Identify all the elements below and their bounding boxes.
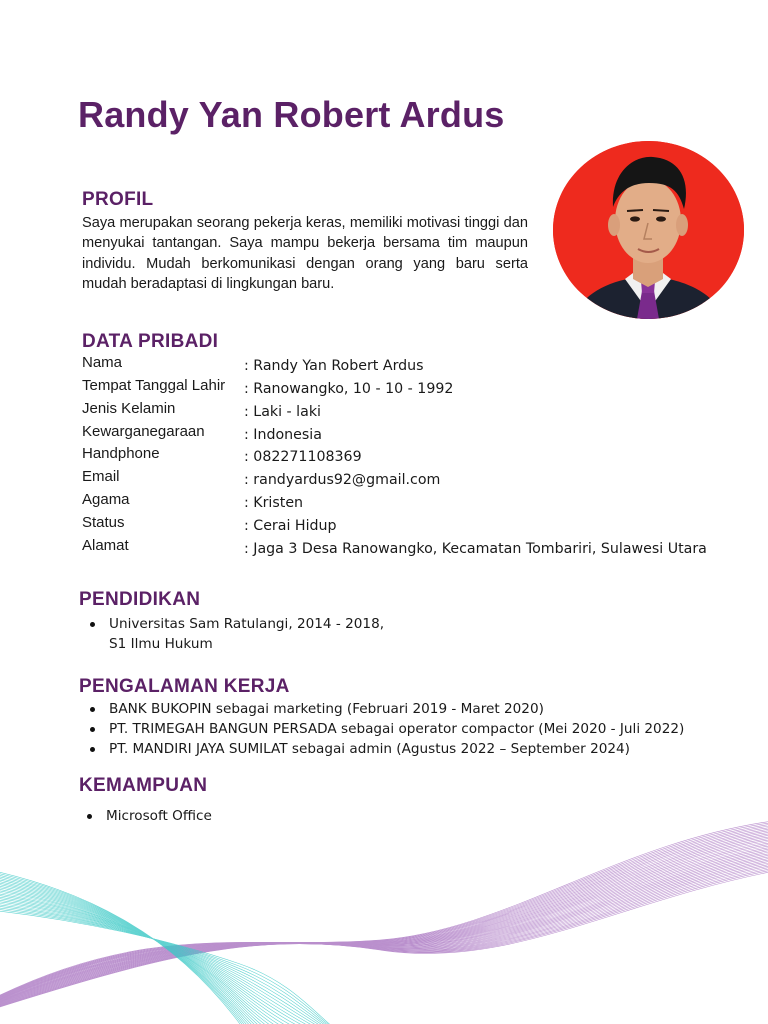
wave-line [0, 861, 768, 1008]
personal-row-gender [82, 401, 722, 423]
personal-data-heading: DATA PRIBADI [82, 331, 219, 352]
personal-label: Tempat Tanggal Lahir [82, 377, 226, 394]
wave-line [0, 862, 768, 1008]
education-heading: PENDIDIKAN [79, 589, 201, 610]
wave-line [0, 867, 768, 1009]
personal-value: : Ranowangko, 10 - 10 - 1992 [244, 381, 454, 397]
list-item [90, 614, 384, 654]
personal-label: Nama [82, 354, 123, 371]
list-item [90, 739, 684, 759]
list-item [90, 719, 684, 739]
wave-line [0, 859, 768, 1007]
education-line: Universitas Sam Ratulangi, 2014 - 2018, [109, 616, 385, 632]
personal-value: : Randy Yan Robert Ardus [244, 358, 424, 374]
bullet-icon [90, 727, 95, 732]
experience-list [90, 699, 684, 759]
experience-heading: PENGALAMAN KERJA [79, 676, 290, 697]
wave-line [0, 905, 360, 1024]
wave-line [0, 820, 768, 1000]
personal-row-name [82, 355, 722, 377]
personal-row-phone [82, 446, 722, 468]
personal-label: Alamat [82, 537, 129, 554]
personal-value: : randyardus92@gmail.com [244, 472, 441, 488]
profile-heading: PROFIL [82, 189, 154, 210]
bullet-icon [90, 707, 95, 712]
personal-label: Handphone [82, 445, 160, 462]
skills-heading: KEMAMPUAN [79, 775, 208, 796]
experience-item: PT. TRIMEGAH BANGUN PERSADA sebagai operator compactor (Mei 2020 - Juli 2022) [109, 721, 685, 737]
skill-item: Microsoft Office [106, 808, 212, 824]
personal-value: : 082271108369 [244, 449, 362, 465]
personal-row-email [82, 469, 722, 491]
personal-value: : Cerai Hidup [244, 518, 337, 534]
personal-row-status [82, 515, 722, 537]
wave-line [0, 907, 360, 1024]
wave-line [0, 910, 360, 1024]
personal-label: Kewarganegaraan [82, 423, 205, 440]
bullet-icon [90, 747, 95, 752]
profile-summary: Saya merupakan seorang pekerja keras, memiliki motivasi tinggi dan menyukai tantangan. Saya mampu bekerja bersama tim maupun individu. Mudah berkomunikasi dengan orang yang baru serta mudah beradaptasi di lingkungan baru. [82, 215, 528, 292]
profile-photo [553, 141, 744, 319]
personal-label: Agama [82, 491, 130, 508]
wave-line [0, 908, 360, 1024]
personal-row-address [82, 538, 722, 560]
teal-wave-lines [0, 870, 360, 1024]
decorative-waves [0, 800, 768, 1024]
personal-row-citizenship [82, 424, 722, 446]
personal-value: : Jaga 3 Desa Ranowangko, Kecamatan Tombariri, Sulawesi Utara [244, 541, 707, 557]
personal-label: Jenis Kelamin [82, 400, 176, 417]
personal-label: Email [82, 468, 120, 485]
candidate-name: Randy Yan Robert Ardus [78, 94, 505, 135]
personal-value: : Indonesia [244, 427, 322, 443]
person-portrait-icon [553, 141, 744, 319]
bullet-icon [90, 622, 95, 627]
wave-line [0, 858, 768, 1008]
personal-value: : Laki - laki [244, 404, 321, 420]
wave-line [0, 823, 768, 1001]
personal-row-religion [82, 492, 722, 514]
personal-row-birth [82, 378, 722, 400]
personal-label: Status [82, 514, 125, 531]
personal-value: : Kristen [244, 495, 304, 511]
list-item [90, 699, 684, 719]
wave-line [0, 822, 768, 1001]
experience-item: BANK BUKOPIN sebagai marketing (Februari 2019 - Maret 2020) [109, 701, 544, 717]
wave-line [0, 828, 768, 1002]
education-list [90, 614, 384, 654]
experience-item: PT. MANDIRI JAYA SUMILAT sebagai admin (Agustus 2022 – September 2024) [109, 741, 630, 757]
wave-line [0, 868, 768, 1009]
education-line: S1 Ilmu Hukum [109, 636, 213, 652]
